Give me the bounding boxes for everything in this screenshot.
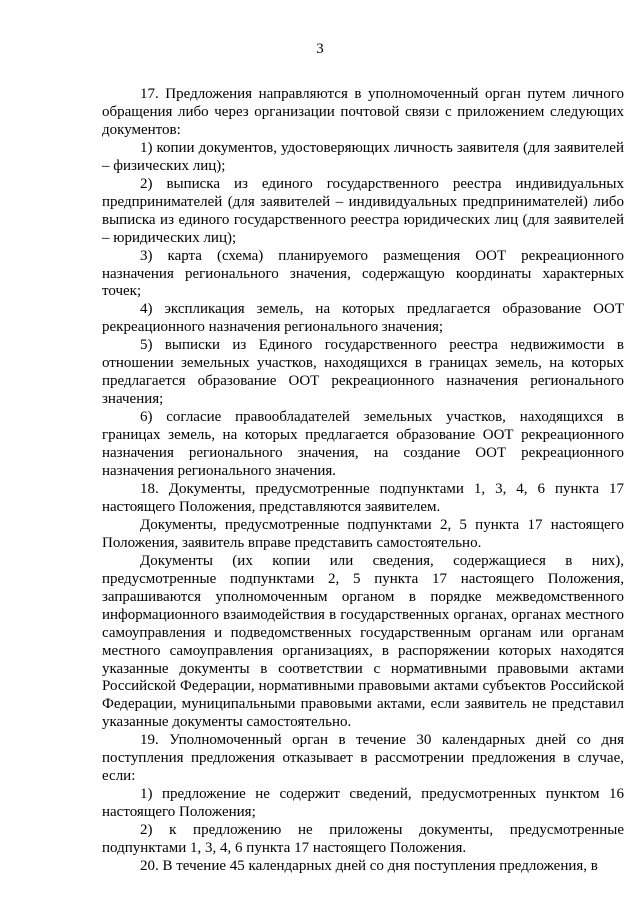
document-body [102, 86, 624, 876]
paragraph-19-item-1: 1) предложение не содержит сведений, предусмотренных пунктом 16 настоящего Положения; [102, 786, 624, 821]
page-number: 3 [316, 41, 324, 57]
paragraph-17-item-3: 3) карта (схема) планируемого размещения ООТ рекреационного назначения регионального значения, содержащую координаты характерных точек; [102, 247, 624, 300]
paragraph-18-part-3: Документы (их копии или сведения, содержащиеся в них), предусмотренные подпунктами 2, 5 пункта 17 настоящего Положения, запрашиваются уполномоченным органом в порядке межведомственного информационного взаимодействия в государственных органах, органах местного самоуправления и подведомственных государственным органам или органам местного самоуправления организациях, в распоряжении которых находятся указанные документы в соответствии с нормативными правовыми актами Российской Федерации, нормативными правовыми актами субъектов Российской Федерации, муниципальными правовыми актами, если заявитель не представил указанные документы самостоятельно. [102, 552, 624, 731]
paragraph-19-item-2: 2) к предложению не приложены документы, предусмотренные подпунктами 1, 3, 4, 6 пункта 17 настоящего Положения. [102, 822, 624, 857]
paragraph-19: 19. Уполномоченный орган в течение 30 календарных дней со дня поступления предложения отказывает в рассмотрении предложения в случае, если: [102, 732, 624, 785]
paragraph-18: 18. Документы, предусмотренные подпунктами 1, 3, 4, 6 пункта 17 настоящего Положения, представляются заявителем. [102, 480, 624, 515]
paragraph-17-item-4: 4) экспликация земель, на которых предлагается образование ООТ рекреационного назначения регионального значения; [102, 301, 624, 336]
paragraph-17: 17. Предложения направляются в уполномоченный орган путем личного обращения либо через организации почтовой связи с приложением следующих документов: [102, 86, 624, 138]
paragraph-17-item-2: 2) выписка из единого государственного реестра индивидуальных предпринимателей (для заявителей – индивидуальных предпринимателей) либо выписка из единого государственного реестра юридических лиц (для заявителей – юридических лиц); [102, 175, 624, 246]
paragraph-17-item-5: 5) выписки из Единого государственного реестра недвижимости в отношении земельных участков, находящихся в границах земель, на которых предлагается образование ООТ рекреационного назначения регионального значения; [102, 337, 624, 408]
paragraph-17-item-1: 1) копии документов, удостоверяющих личность заявителя (для заявителей – физических лиц); [102, 139, 624, 174]
paragraph-20: 20. В течение 45 календарных дней со дня поступления предложения, в [140, 857, 598, 874]
paragraph-17-item-6: 6) согласие правообладателей земельных участков, находящихся в границах земель, на которых предлагается образование ООТ рекреационного назначения регионального значения, на создание ООТ рекреационного назначения регионального значения. [102, 409, 624, 480]
paragraph-18-part-2: Документы, предусмотренные подпунктами 2, 5 пункта 17 настоящего Положения, заявитель вправе представить самостоятельно. [102, 516, 624, 551]
